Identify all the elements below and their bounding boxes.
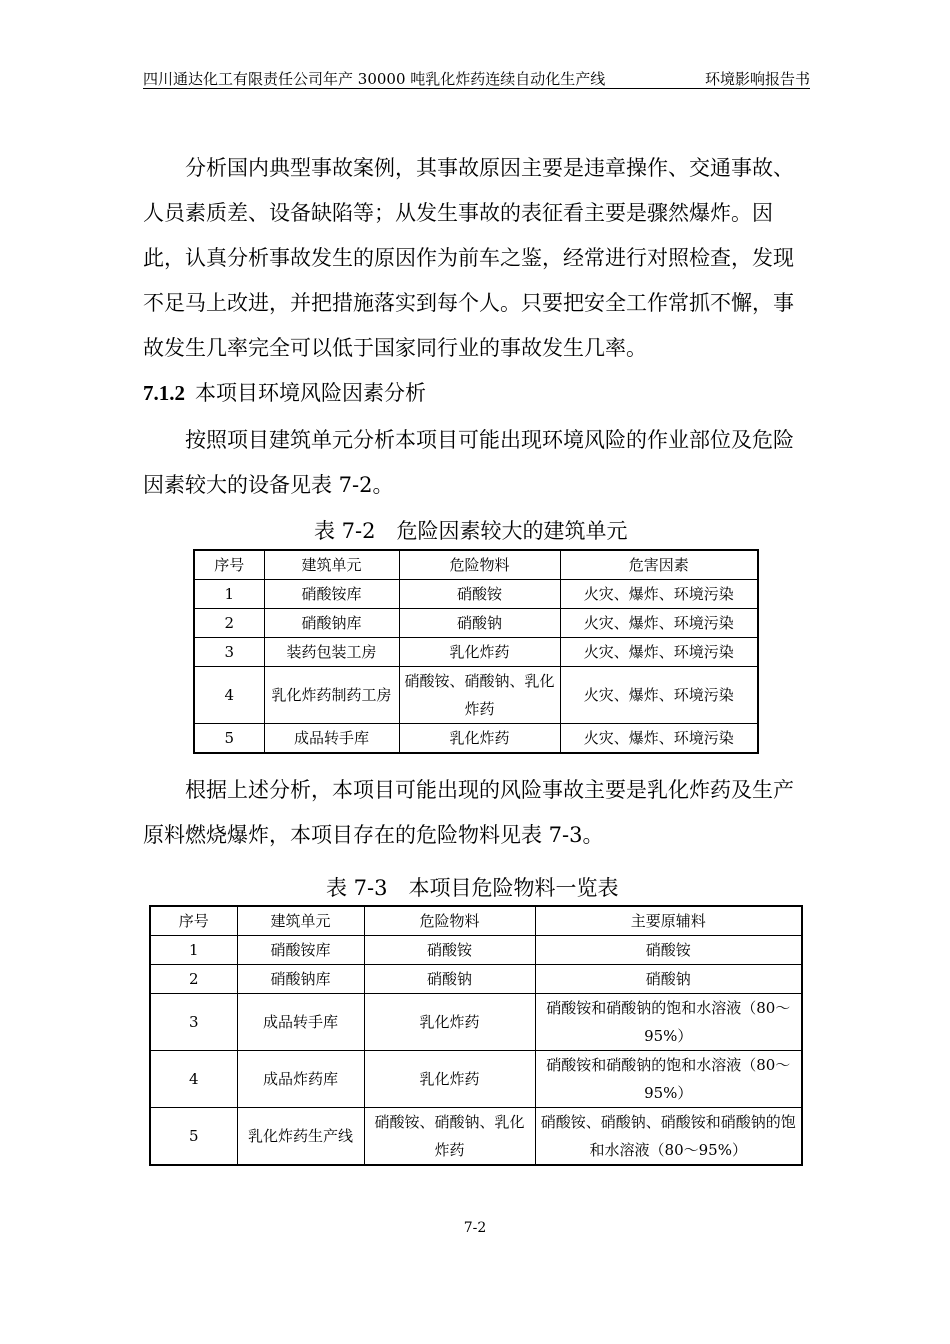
section-heading xyxy=(143,377,426,407)
header-cell: 危险物料 xyxy=(364,906,535,936)
cell: 硝酸钠 xyxy=(364,965,535,994)
cell: 火灾、爆炸、环境污染 xyxy=(560,580,758,609)
page-header xyxy=(143,66,810,89)
header-doc-type: 环境影响报告书 xyxy=(704,70,810,88)
header-cell: 主要原辅料 xyxy=(535,906,802,936)
table-row xyxy=(194,638,758,667)
cell: 5 xyxy=(150,1108,237,1166)
table-7-3-caption: 表 7-3 本项目危险物料一览表 xyxy=(326,876,619,900)
table-header-row xyxy=(150,906,802,936)
paragraph-accident-analysis: 分析国内典型事故案例，其事故原因主要是违章操作、交通事故、人员素质差、设备缺陷等；从发生事故的表征看主要是骤然爆炸。因此，认真分析事故发生的原因作为前车之鉴，经常进行对照检查，发现不足马上改进，并把措施落实到每个人。只要把安全工作常抓不懈，事故发生几率完全可以低于国家同行业的事故发生几率。 xyxy=(143,156,794,360)
table-7-2-caption: 表 7-2 危险因素较大的建筑单元 xyxy=(314,519,628,543)
cell: 1 xyxy=(194,580,264,609)
cell: 2 xyxy=(150,965,237,994)
table-row xyxy=(150,936,802,965)
cell: 5 xyxy=(194,724,264,754)
cell: 4 xyxy=(150,1051,237,1108)
cell: 硝酸铵库 xyxy=(237,936,364,965)
cell: 硝酸铵和硝酸钠的饱和水溶液（80～95%） xyxy=(535,994,802,1051)
cell: 硝酸铵、硝酸钠、乳化炸药 xyxy=(399,667,560,724)
cell: 4 xyxy=(194,667,264,724)
cell: 火灾、爆炸、环境污染 xyxy=(560,724,758,754)
cell: 火灾、爆炸、环境污染 xyxy=(560,667,758,724)
cell: 硝酸铵、硝酸钠、乳化炸药 xyxy=(364,1108,535,1166)
table-row xyxy=(194,667,758,724)
cell: 乳化炸药 xyxy=(399,638,560,667)
cell: 硝酸铵 xyxy=(364,936,535,965)
table-7-2 xyxy=(193,549,759,754)
cell: 硝酸铵库 xyxy=(264,580,399,609)
header-cell: 序号 xyxy=(194,550,264,580)
cell: 成品转手库 xyxy=(237,994,364,1051)
paragraph-risk-materials: 根据上述分析，本项目可能出现的风险事故主要是乳化炸药及生产原料燃烧爆炸，本项目存在的危险物料见表 7-3。 xyxy=(143,778,794,847)
cell: 火灾、爆炸、环境污染 xyxy=(560,638,758,667)
table-row xyxy=(150,965,802,994)
cell: 成品炸药库 xyxy=(237,1051,364,1108)
paragraph-risk-units: 按照项目建筑单元分析本项目可能出现环境风险的作业部位及危险因素较大的设备见表 7-2。 xyxy=(143,428,794,497)
cell: 装药包装工房 xyxy=(264,638,399,667)
table-row xyxy=(194,724,758,754)
header-cell: 危险物料 xyxy=(399,550,560,580)
cell: 乳化炸药 xyxy=(364,994,535,1051)
table-row xyxy=(150,1051,802,1108)
header-cell: 建筑单元 xyxy=(237,906,364,936)
section-number: 7.1.2 xyxy=(143,381,185,405)
page-number: 7-2 xyxy=(463,1220,487,1236)
header-cell: 危害因素 xyxy=(560,550,758,580)
table-7-3 xyxy=(149,905,803,1166)
cell: 3 xyxy=(194,638,264,667)
cell: 硝酸铵和硝酸钠的饱和水溶液（80～95%） xyxy=(535,1051,802,1108)
table-row xyxy=(194,609,758,638)
section-title: 本项目环境风险因素分析 xyxy=(195,381,426,405)
cell: 乳化炸药生产线 xyxy=(237,1108,364,1166)
cell: 乳化炸药制药工房 xyxy=(264,667,399,724)
cell: 硝酸铵 xyxy=(535,936,802,965)
table-row xyxy=(150,994,802,1051)
cell: 硝酸铵、硝酸钠、硝酸铵和硝酸钠的饱和水溶液（80～95%） xyxy=(535,1108,802,1166)
cell: 3 xyxy=(150,994,237,1051)
cell: 成品转手库 xyxy=(264,724,399,754)
cell: 乳化炸药 xyxy=(364,1051,535,1108)
cell: 硝酸钠 xyxy=(399,609,560,638)
table-header-row xyxy=(194,550,758,580)
cell: 硝酸钠库 xyxy=(264,609,399,638)
header-title: 四川通达化工有限责任公司年产 30000 吨乳化炸药连续自动化生产线 xyxy=(143,70,606,88)
cell: 硝酸钠 xyxy=(535,965,802,994)
table-row xyxy=(194,580,758,609)
cell: 硝酸钠库 xyxy=(237,965,364,994)
cell: 火灾、爆炸、环境污染 xyxy=(560,609,758,638)
header-cell: 序号 xyxy=(150,906,237,936)
cell: 硝酸铵 xyxy=(399,580,560,609)
table-row xyxy=(150,1108,802,1166)
cell: 2 xyxy=(194,609,264,638)
cell: 1 xyxy=(150,936,237,965)
cell: 乳化炸药 xyxy=(399,724,560,754)
header-cell: 建筑单元 xyxy=(264,550,399,580)
